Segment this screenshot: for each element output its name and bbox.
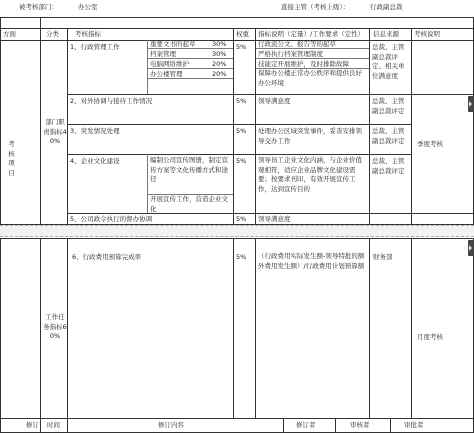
footer-reviser: 修订者 <box>296 421 316 429</box>
col-header-category: 分类 <box>46 30 59 38</box>
row4-title: 4、企业文化建设 <box>70 157 120 165</box>
row4-source: 总裁、主管副总裁评定 <box>372 157 405 175</box>
scroll-handle[interactable] <box>468 240 474 256</box>
footer-time: 时间 <box>47 421 60 429</box>
row3-source: 总裁、主管副总裁评定 <box>372 127 405 145</box>
row3-title: 3、突发情况处理 <box>70 127 120 135</box>
col-header-note: 考核说明 <box>414 30 440 38</box>
row3-desc: 处理办公区域突发事件，妥善安排领导交办工作 <box>258 127 362 145</box>
section2-note: 月度考核 <box>417 333 443 341</box>
row3-weight: 5% <box>236 127 247 135</box>
row2-desc: 领导满意度 <box>258 97 291 105</box>
footer-content: 修订内容 <box>158 421 184 429</box>
supervisor-value: 行政副总裁 <box>370 3 403 11</box>
row1-title: 1、行政管理工作 <box>70 43 120 51</box>
col-header-weight: 权重 <box>236 30 249 38</box>
row5-weight: 5% <box>236 215 247 223</box>
row1-source: 总裁、主管副总裁评定、相关单位满意度 <box>372 43 405 80</box>
col-header-description: 指标说明（定量）/工作要求（定性） <box>258 30 365 38</box>
row5-desc: 领导满意度 <box>258 215 291 223</box>
row6-source: 财务部 <box>373 253 393 261</box>
col-header-indicator: 考核指标 <box>75 30 101 38</box>
section2-label: 工作任务指标60% <box>43 313 67 340</box>
row1-weight: 5% <box>236 43 247 51</box>
footer-approver: 审批者 <box>404 421 424 429</box>
row1-desc: 保障办公楼正常办公秩序和提供良好办公环境 <box>258 69 362 87</box>
row6-weight: 5% <box>236 253 247 261</box>
row2-title: 2、对外协调与接待工作情况 <box>70 97 153 105</box>
row6-desc: （行政费用实际发生额-领导特批的额外费用发生额）/行政费用计划预算额 <box>258 252 365 270</box>
footer-revision: 修订 <box>26 421 39 429</box>
row2-source: 总裁、主管副总裁评定 <box>372 97 405 115</box>
row4-weight: 5% <box>236 157 247 165</box>
footer-reviewer: 审核者 <box>350 421 370 429</box>
row4-desc: 领导员工企业文化内涵，与企业价值观相符，适应企业品牌文化建设需要；按要求刊印，有效开展宣传工作，达到宣传目的 <box>258 156 362 193</box>
supervisor-label: 直接主管（考核上级）： <box>281 3 350 11</box>
dept-label: 被考核部门： <box>19 3 58 11</box>
row6-title: 6、行政费用预算完成率 <box>72 253 142 261</box>
scroll-handle[interactable] <box>468 96 474 112</box>
row4-sub1: 编制公司宣传图册，制定宣传方案等文化传播方式和途径 <box>150 156 228 183</box>
dept-value: 办公室 <box>78 3 98 11</box>
section1-note: 季度考核 <box>417 140 443 148</box>
row1-desc: 严格执行档案管理制度 <box>258 50 323 58</box>
row5-title: 5、公司政令执行的督办协调 <box>70 215 153 223</box>
row2-weight: 5% <box>236 97 247 105</box>
row1-desc: 行政流公文、报告等的起草 <box>258 40 336 48</box>
section1-label: 部门职责指标40% <box>43 118 67 145</box>
aspect-label: 考核项目 <box>8 140 15 177</box>
row4-sub2: 开展宣传工作，营造企业文化 <box>150 195 228 213</box>
row1-desc: 技能定开展维护，及时排除故障 <box>258 60 349 68</box>
col-header-source: 信息来源 <box>373 30 399 38</box>
page-break <box>0 225 474 237</box>
col-header-aspect: 方面 <box>3 30 16 38</box>
